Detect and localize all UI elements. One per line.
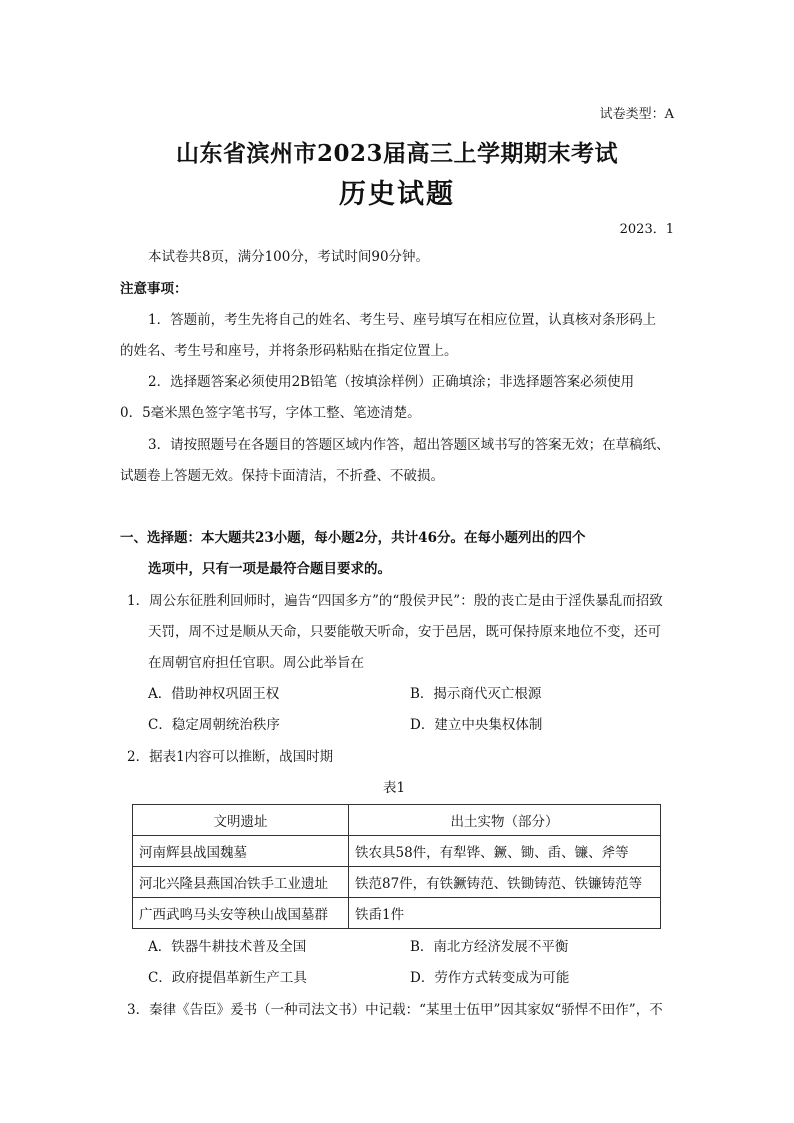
section-heading-line-1: 一、选择题：本大题共23小题，每小题2分，共计46分。在每小题列出的四个 [120,530,586,546]
question-1-line-2: 天罚，周不过是顺从天命，只要能敬天听命，安于邑居，既可保持原来地位不变，还可 [148,624,661,640]
subject-title: 历史试题 [339,179,455,210]
paper-type-label: 试卷类型：A [599,107,674,122]
table-cell: 河南辉县战国魏墓 [133,836,349,867]
notice-item-1-line-2: 的姓名、考生号和座号，并将条形码粘贴在指定位置上。 [120,343,458,359]
table-row [133,867,661,898]
table-cell: 铁农具58件，有犁铧、鐝、锄、臿、镰、斧等 [349,836,661,867]
table-cell: 河北兴隆县燕国冶铁手工业遗址 [133,867,349,898]
exam-date: 2023．1 [619,222,674,237]
notice-item-2-line-1: 2．选择题答案必须使用2B铅笔（按填涂样例）正确填涂；非选择题答案必须使用 [148,374,635,390]
notice-item-1-line-1: 1．答题前，考生先将自己的姓名、考生号、座号填写在相应位置，认真核对条形码上 [148,312,657,328]
notice-heading: 注意事项： [120,281,188,297]
table-header-cell: 出土实物（部分） [349,805,661,836]
question-2-option-d: D．劳作方式转变成为可能 [410,970,570,986]
table-row [133,836,661,867]
section-heading-line-2: 选项中，只有一项是最符合题目要求的。 [148,561,391,577]
exam-title: 山东省滨州市2023届高三上学期期末考试 [175,140,618,167]
question-1-line-1: 1．周公东征胜利回师时，遍告“四国多方”的“殷侯尹民”：殷的丧亡是由于淫佚暴乱而招致 [127,593,663,609]
question-2-option-c: C．政府提倡革新生产工具 [148,970,307,986]
question-1-option-b: B．揭示商代灭亡根源 [410,686,542,702]
question-2-option-a: A．铁器牛耕技术普及全国 [148,939,307,955]
question-2-option-b: B．南北方经济发展不平衡 [410,939,569,955]
notice-item-3-line-1: 3．请按照题号在各题目的答题区域内作答，超出答题区域书写的答案无效；在草稿纸、 [148,437,670,453]
question-2-stem: 2．据表1内容可以推断，战国时期 [127,749,334,765]
question-1-option-d: D．建立中央集权体制 [410,717,543,733]
question-1-option-a: A．借助神权巩固王权 [148,686,280,702]
question-1-option-c: C．稳定周朝统治秩序 [148,717,280,733]
table-row [133,898,661,929]
table-caption: 表1 [383,780,406,796]
table-header-row [133,805,661,836]
table-header-cell: 文明遗址 [133,805,349,836]
table-cell: 铁臿1件 [349,898,661,929]
intro-text: 本试卷共8页，满分100分，考试时间90分钟。 [148,249,430,265]
question-1-line-3: 在周朝官府担任官职。周公此举旨在 [148,655,364,671]
table-cell: 广西武鸣马头安等秧山战国墓群 [133,898,349,929]
table-cell: 铁范87件，有铁鐝铸范、铁锄铸范、铁镰铸范等 [349,867,661,898]
artifact-table [132,804,661,929]
question-3-line-1: 3．秦律《告臣》爰书（一种司法文书）中记载：“某里士伍甲”因其家奴“骄悍不田作”，不 [127,1002,663,1018]
notice-item-2-line-2: 0．5毫米黑色签字笔书写，字体工整、笔迹清楚。 [120,405,421,421]
notice-item-3-line-2: 试题卷上答题无效。保持卡面清洁，不折叠、不破损。 [120,468,444,484]
